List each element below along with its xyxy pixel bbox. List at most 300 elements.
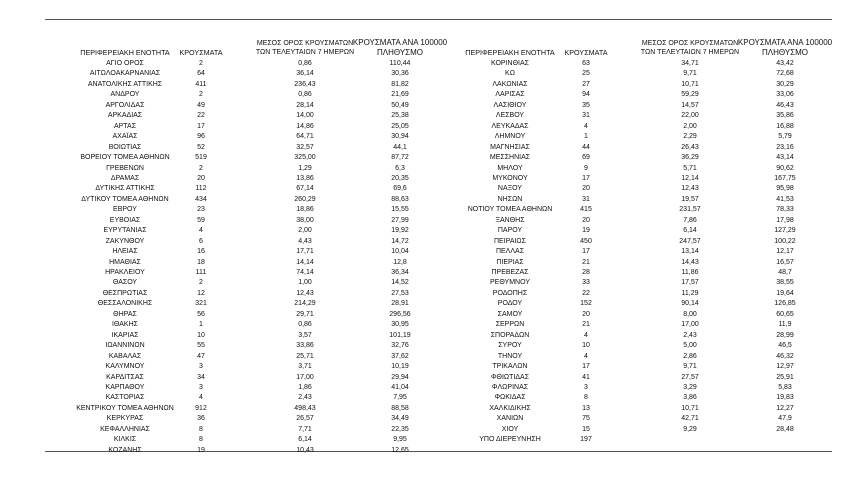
cell-avg7: 36,29: [681, 154, 699, 162]
cell-cases: 49: [197, 101, 205, 109]
cell-per100k: 127,29: [774, 227, 796, 235]
cell-cases: 55: [197, 342, 205, 350]
cell-cases: 9: [584, 164, 588, 172]
cell-cases: 59: [197, 216, 205, 224]
cell-per100k: 46,43: [776, 101, 794, 109]
cell-cases: 4: [199, 227, 203, 235]
cell-region: ΡΟΔΟΥ: [497, 300, 523, 308]
cell-per100k: 30,29: [776, 80, 794, 88]
cell-per100k: 28,99: [776, 331, 794, 339]
cell-region: ΖΑΚΥΝΘΟΥ: [105, 237, 145, 245]
cell-per100k: 16,57: [776, 258, 794, 266]
cell-region: ΔΡΑΜΑΣ: [110, 174, 140, 182]
cell-region: ΦΘΙΩΤΙΔΑΣ: [490, 373, 530, 381]
cell-avg7: 231,57: [679, 206, 701, 214]
cell-cases: 64: [197, 70, 205, 78]
cell-per100k: 5,79: [778, 133, 792, 141]
cell-avg7: 11,29: [681, 289, 699, 297]
cell-cases: 96: [197, 133, 205, 141]
cell-avg7: 18,86: [296, 206, 314, 214]
cell-per100k: 100,22: [774, 237, 796, 245]
cell-avg7: 12,43: [681, 185, 699, 193]
cell-region: ΙΚΑΡΙΑΣ: [111, 331, 139, 339]
cell-per100k: 12,8: [393, 258, 407, 266]
cell-region: ΘΕΣΣΑΛΟΝΙΚΗΣ: [97, 300, 153, 308]
cell-cases: 17: [197, 122, 205, 130]
cell-region: ΘΑΣΟΥ: [112, 279, 138, 287]
cell-per100k: 15,55: [391, 206, 409, 214]
cell-per100k: 78,33: [776, 206, 794, 214]
cell-per100k: 11,9: [778, 321, 792, 329]
cell-avg7: 325,00: [294, 154, 316, 162]
cell-per100k: 43,14: [776, 154, 794, 162]
cell-avg7: 17,57: [681, 279, 699, 287]
cell-region: ΞΑΝΘΗΣ: [495, 216, 525, 224]
cell-cases: 434: [195, 195, 207, 203]
cell-per100k: 29,94: [391, 373, 409, 381]
cell-region: ΝΗΣΩΝ: [497, 195, 523, 203]
cell-cases: 20: [582, 185, 590, 193]
cell-cases: 112: [195, 185, 207, 193]
cell-cases: 25: [582, 70, 590, 78]
cell-per100k: 28,48: [776, 425, 794, 433]
cell-region: ΚΑΡΠΑΘΟΥ: [105, 383, 145, 391]
cell-cases: 16: [197, 248, 205, 256]
cell-avg7: 11,86: [681, 269, 699, 276]
cell-avg7: 2,00: [683, 122, 697, 130]
cell-avg7: 236,43: [294, 80, 316, 88]
cell-region: ΛΑΡΙΣΑΣ: [495, 91, 525, 99]
cell-region: ΜΕΣΣΗΝΙΑΣ: [489, 154, 531, 162]
cell-avg7: 2,86: [683, 352, 697, 360]
cell-per100k: 19,92: [391, 227, 409, 235]
header-cases-right: ΚΡΟΥΣΜΑΤΑ: [564, 48, 608, 57]
cell-per100k: 7,95: [393, 394, 407, 402]
cell-region: ΚΑΡΔΙΤΣΑΣ: [106, 373, 144, 381]
cell-per100k: 41,04: [391, 383, 409, 391]
cell-cases: 4: [584, 331, 588, 339]
cell-region: ΡΟΔΟΠΗΣ: [492, 289, 528, 297]
cell-region: ΛΕΥΚΑΔΑΣ: [491, 122, 529, 130]
cell-cases: 15: [582, 425, 590, 433]
cell-avg7: 0,86: [298, 60, 312, 67]
cell-avg7: 14,00: [296, 112, 314, 120]
cell-cases: 8: [199, 425, 203, 433]
cell-cases: 411: [195, 80, 207, 88]
cell-cases: 56: [197, 310, 205, 318]
cell-avg7: 74,14: [296, 269, 314, 276]
cell-per100k: 46,5: [778, 342, 792, 350]
cell-region: ΛΕΣΒΟΥ: [495, 112, 525, 120]
cell-avg7: 26,57: [296, 415, 314, 423]
cell-avg7: 10,43: [296, 446, 314, 454]
cell-region: ΧΑΛΚΙΔΙΚΗΣ: [489, 404, 531, 412]
cell-per100k: 44,1: [393, 143, 407, 151]
cell-region: ΔΥΤΙΚΟΥ ΤΟΜΕΑ ΑΘΗΝΩΝ: [81, 195, 169, 203]
cell-region: ΙΘΑΚΗΣ: [112, 321, 138, 329]
cell-region: ΤΗΝΟΥ: [497, 352, 523, 360]
header-per100k-line2: ΠΛΗΘΥΣΜΟ: [376, 48, 424, 57]
cell-region: ΣΕΡΡΩΝ: [495, 321, 525, 329]
cell-avg7: 4,43: [298, 237, 312, 245]
cell-avg7: 22,00: [681, 112, 699, 120]
cell-region: ΣΑΜΟΥ: [497, 310, 523, 318]
cell-region: ΔΥΤΙΚΗΣ ΑΤΤΙΚΗΣ: [95, 185, 155, 193]
cell-avg7: 9,71: [683, 70, 697, 78]
cell-per100k: 23,16: [776, 143, 794, 151]
cell-per100k: 14,72: [391, 237, 409, 245]
cell-per100k: 10,04: [391, 248, 409, 256]
cell-per100k: 50,49: [391, 101, 409, 109]
cell-avg7: 64,71: [296, 133, 314, 141]
cell-cases: 27: [582, 80, 590, 88]
cell-region: ΗΜΑΘΙΑΣ: [109, 258, 141, 266]
cell-region: ΒΟΙΩΤΙΑΣ: [108, 143, 142, 151]
cell-cases: 20: [197, 174, 205, 182]
cell-region: ΣΠΟΡΑΔΩΝ: [490, 331, 530, 339]
cell-region: ΜΥΚΟΝΟΥ: [492, 174, 528, 182]
cell-region: ΠΕΛΛΑΣ: [495, 248, 525, 256]
cell-avg7: 5,00: [683, 342, 697, 350]
cell-region: ΑΝΑΤΟΛΙΚΗΣ ΑΤΤΙΚΗΣ: [87, 80, 163, 88]
cell-per100k: 30,94: [391, 133, 409, 141]
cell-avg7: 2,43: [298, 394, 312, 402]
cell-per100k: 95,98: [776, 185, 794, 193]
cell-region: ΛΗΜΝΟΥ: [494, 133, 526, 141]
cell-per100k: 38,55: [776, 279, 794, 287]
cell-cases: 12: [197, 289, 205, 297]
cell-cases: 52: [197, 143, 205, 151]
cell-per100k: 101,19: [389, 331, 411, 339]
cell-avg7: 9,29: [683, 425, 697, 433]
cell-region: ΘΗΡΑΣ: [113, 310, 137, 318]
cell-per100k: 32,76: [391, 342, 409, 350]
cell-region: ΚΙΛΚΙΣ: [113, 436, 137, 444]
cell-cases: 94: [582, 91, 590, 99]
cell-avg7: 2,29: [683, 133, 697, 141]
cell-region: ΚΑΒΑΛΑΣ: [108, 352, 142, 360]
cell-per100k: 60,65: [776, 310, 794, 318]
cell-avg7: 9,71: [683, 363, 697, 371]
cell-cases: 41: [582, 373, 590, 381]
cell-avg7: 0,86: [298, 91, 312, 99]
cell-avg7: 12,14: [681, 174, 699, 182]
cell-per100k: 16,88: [776, 122, 794, 130]
cell-region: ΧΙΟΥ: [501, 425, 519, 433]
cell-avg7: 3,57: [298, 331, 312, 339]
cell-avg7: 67,14: [296, 185, 314, 193]
cell-per100k: 20,35: [391, 174, 409, 182]
cell-avg7: 0,86: [298, 321, 312, 329]
cell-avg7: 14,86: [296, 122, 314, 130]
header-cases: ΚΡΟΥΣΜΑΤΑ: [179, 48, 223, 57]
cell-region: ΑΡΤΑΣ: [113, 122, 137, 130]
cell-cases: 1: [584, 133, 588, 141]
cell-per100k: 19,64: [776, 289, 794, 297]
cell-cases: 44: [582, 143, 590, 151]
cell-avg7: 3,71: [298, 363, 312, 371]
cell-cases: 2: [199, 60, 203, 67]
cell-per100k: 48,7: [778, 269, 792, 276]
cell-avg7: 6,14: [298, 436, 312, 444]
cell-per100k: 22,35: [391, 425, 409, 433]
cell-region: ΣΥΡΟΥ: [498, 342, 522, 350]
cell-avg7: 13,14: [681, 248, 699, 256]
cell-avg7: 1,00: [298, 279, 312, 287]
cell-region: ΚΩ: [505, 70, 515, 78]
cell-region: ΦΩΚΙΔΑΣ: [494, 394, 526, 402]
cell-avg7: 90,14: [681, 300, 699, 308]
cell-cases: 2: [199, 91, 203, 99]
cell-avg7: 8,00: [683, 310, 697, 318]
cell-region: ΜΑΓΝΗΣΙΑΣ: [490, 143, 530, 151]
cell-cases: 3: [199, 363, 203, 371]
cell-region: ΚΟΖΑΝΗΣ: [108, 446, 142, 454]
cell-cases: 3: [584, 383, 588, 391]
cell-cases: 2: [199, 164, 203, 172]
cell-region: ΑΓΙΟ ΟΡΟΣ: [106, 60, 144, 67]
cell-per100k: 21,69: [391, 91, 409, 99]
cell-avg7: 17,00: [681, 321, 699, 329]
cell-avg7: 7,86: [683, 216, 697, 224]
cell-region: ΠΙΕΡΙΑΣ: [496, 258, 524, 266]
cell-avg7: 19,57: [681, 195, 699, 203]
cell-cases: 17: [582, 174, 590, 182]
cell-per100k: 25,05: [391, 122, 409, 130]
cell-avg7: 3,86: [683, 394, 697, 402]
header-region-right: ΠΕΡΙΦΕΡΕΙΑΚΗ ΕΝΟΤΗΤΑ: [465, 48, 555, 57]
cell-per100k: 30,95: [391, 321, 409, 329]
cell-region: ΑΡΚΑΔΙΑΣ: [107, 112, 143, 120]
header-avg7-line1: ΜΕΣΟΣ ΟΡΟΣ ΚΡΟΥΣΜΑΤΩΝ: [256, 40, 354, 47]
cell-cases: 20: [582, 310, 590, 318]
cell-per100k: 25,91: [776, 373, 794, 381]
cell-per100k: 10,19: [391, 363, 409, 371]
cell-cases: 4: [584, 352, 588, 360]
cell-per100k: 28,91: [391, 300, 409, 308]
cell-avg7: 10,71: [681, 80, 699, 88]
cell-avg7: 25,71: [296, 352, 314, 360]
cell-per100k: 46,32: [776, 352, 794, 360]
cell-cases: 321: [195, 300, 207, 308]
cell-per100k: 34,49: [391, 415, 409, 423]
cell-region: ΒΟΡΕΙΟΥ ΤΟΜΕΑ ΑΘΗΝΩΝ: [80, 154, 170, 162]
cell-per100k: 296,56: [389, 310, 411, 318]
cell-avg7: 17,00: [296, 373, 314, 381]
cell-per100k: 27,99: [391, 216, 409, 224]
cell-avg7: 12,43: [296, 289, 314, 297]
cell-cases: 4: [199, 394, 203, 402]
cell-cases: 22: [582, 289, 590, 297]
cell-per100k: 43,42: [776, 60, 794, 67]
cell-region: ΚΕΝΤΡΙΚΟΥ ΤΟΜΕΑ ΑΘΗΝΩΝ: [76, 404, 174, 412]
cell-cases: 75: [582, 415, 590, 423]
cell-avg7: 498,43: [294, 404, 316, 412]
cell-per100k: 37,62: [391, 352, 409, 360]
cell-avg7: 7,71: [298, 425, 312, 433]
cell-cases: 912: [195, 404, 207, 412]
cell-cases: 23: [197, 206, 205, 214]
cell-region: ΤΡΙΚΑΛΩΝ: [492, 363, 528, 371]
cell-cases: 47: [197, 352, 205, 360]
cell-per100k: 110,44: [389, 60, 411, 67]
cell-per100k: 19,83: [776, 394, 794, 402]
cell-cases: 34: [197, 373, 205, 381]
cell-avg7: 247,57: [679, 237, 701, 245]
cell-avg7: 42,71: [681, 415, 699, 423]
cell-region: ΛΑΚΩΝΙΑΣ: [492, 80, 528, 88]
cell-per100k: 41,53: [776, 195, 794, 203]
cell-cases: 152: [580, 300, 592, 308]
cell-cases: 450: [580, 237, 592, 245]
cell-region: ΚΟΡΙΝΘΙΑΣ: [491, 60, 529, 67]
cell-cases: 519: [195, 154, 207, 162]
cell-region: ΚΕΦΑΛΛΗΝΙΑΣ: [100, 425, 150, 433]
cell-avg7: 32,57: [296, 143, 314, 151]
cell-cases: 21: [582, 321, 590, 329]
cell-per100k: 88,63: [391, 195, 409, 203]
top-rule: [45, 19, 832, 20]
cell-cases: 6: [199, 237, 203, 245]
cell-cases: 22: [197, 112, 205, 120]
cell-region: ΠΕΙΡΑΙΩΣ: [494, 237, 526, 245]
cell-avg7: 1,29: [298, 164, 312, 172]
cell-cases: 197: [580, 436, 592, 444]
header-avg7-line1-right: ΜΕΣΟΣ ΟΡΟΣ ΚΡΟΥΣΜΑΤΩΝ: [641, 40, 739, 47]
cell-avg7: 29,71: [296, 310, 314, 318]
cell-avg7: 6,14: [683, 227, 697, 235]
cell-cases: 63: [582, 60, 590, 67]
cell-region: ΥΠΟ ΔΙΕΡΕΥΝΗΣΗ: [479, 436, 541, 444]
cell-region: ΑΝΔΡΟΥ: [110, 91, 140, 99]
cell-per100k: 72,68: [776, 70, 794, 78]
cell-avg7: 34,71: [681, 60, 699, 67]
cell-per100k: 5,83: [778, 383, 792, 391]
cell-per100k: 47,9: [778, 415, 792, 423]
cell-cases: 111: [195, 269, 207, 276]
cell-cases: 1: [199, 321, 203, 329]
cell-avg7: 260,29: [294, 195, 316, 203]
cell-avg7: 2,43: [683, 331, 697, 339]
cell-cases: 10: [582, 342, 590, 350]
header-per100k-line1: ΚΡΟΥΣΜΑΤΑ ΑΝΑ 100000: [352, 38, 448, 47]
cell-region: ΑΡΓΟΛΙΔΑΣ: [105, 101, 145, 109]
cell-cases: 13: [582, 404, 590, 412]
cell-cases: 69: [582, 154, 590, 162]
cell-per100k: 27,53: [391, 289, 409, 297]
cell-per100k: 33,06: [776, 91, 794, 99]
cell-avg7: 26,43: [681, 143, 699, 151]
cell-region: ΛΑΣΙΘΙΟΥ: [493, 101, 527, 109]
cell-cases: 28: [582, 269, 590, 276]
cell-region: ΕΥΡΥΤΑΝΙΑΣ: [103, 227, 147, 235]
cell-region: ΚΑΛΥΜΝΟΥ: [105, 363, 145, 371]
cell-region: ΧΑΝΙΩΝ: [496, 415, 524, 423]
cell-per100k: 9,95: [393, 436, 407, 444]
cell-avg7: 33,86: [296, 342, 314, 350]
cell-per100k: 30,36: [391, 70, 409, 78]
header-region: ΠΕΡΙΦΕΡΕΙΑΚΗ ΕΝΟΤΗΤΑ: [80, 48, 170, 57]
cell-avg7: 17,71: [296, 248, 314, 256]
cell-per100k: 69,6: [393, 185, 407, 193]
cell-cases: 31: [582, 112, 590, 120]
cell-region: ΠΡΕΒΕΖΑΣ: [491, 269, 529, 276]
cell-cases: 10: [197, 331, 205, 339]
cell-avg7: 1,86: [298, 383, 312, 391]
cell-region: ΗΡΑΚΛΕΙΟΥ: [105, 269, 145, 276]
cell-region: ΘΕΣΠΡΩΤΙΑΣ: [102, 289, 148, 297]
cell-avg7: 214,29: [294, 300, 316, 308]
header-per100k-line1-right: ΚΡΟΥΣΜΑΤΑ ΑΝΑ 100000: [737, 38, 833, 47]
cell-per100k: 167,75: [774, 174, 796, 182]
cell-per100k: 126,85: [774, 300, 796, 308]
cell-region: ΓΡΕΒΕΝΩΝ: [106, 164, 144, 172]
cell-cases: 2: [199, 279, 203, 287]
cell-per100k: 88,58: [391, 404, 409, 412]
cell-per100k: 12,27: [776, 404, 794, 412]
cell-avg7: 27,57: [681, 373, 699, 381]
cell-cases: 17: [582, 363, 590, 371]
cell-cases: 18: [197, 258, 205, 266]
cell-region: ΡΕΘΥΜΝΟΥ: [489, 279, 530, 287]
cell-cases: 4: [584, 122, 588, 130]
cell-cases: 20: [582, 216, 590, 224]
cell-cases: 35: [582, 101, 590, 109]
cell-per100k: 17,98: [776, 216, 794, 224]
cell-avg7: 3,29: [683, 383, 697, 391]
cell-cases: 19: [582, 227, 590, 235]
cell-cases: 8: [199, 436, 203, 444]
cell-avg7: 5,71: [683, 164, 697, 172]
cell-region: ΑΙΤΩΛΟΑΚΑΡΝΑΝΙΑΣ: [89, 70, 161, 78]
cell-region: ΕΒΡΟΥ: [113, 206, 137, 214]
cell-cases: 21: [582, 258, 590, 266]
cell-cases: 3: [199, 383, 203, 391]
cell-region: ΝΟΤΙΟΥ ΤΟΜΕΑ ΑΘΗΝΩΝ: [467, 206, 553, 214]
cell-region: ΦΛΩΡΙΝΑΣ: [491, 383, 529, 391]
cell-region: ΗΛΕΙΑΣ: [112, 248, 138, 256]
header-per100k-line2-right: ΠΛΗΘΥΣΜΟ: [761, 48, 809, 57]
cell-cases: 19: [197, 446, 205, 454]
cell-cases: 31: [582, 195, 590, 203]
cell-cases: 8: [584, 394, 588, 402]
cell-per100k: 81,82: [391, 80, 409, 88]
cell-per100k: 6,3: [395, 164, 405, 172]
cell-per100k: 12,17: [776, 248, 794, 256]
cell-per100k: 12,97: [776, 363, 794, 371]
cell-avg7: 36,14: [296, 70, 314, 78]
cell-avg7: 38,00: [296, 216, 314, 224]
cell-avg7: 2,00: [298, 227, 312, 235]
cell-cases: 33: [582, 279, 590, 287]
cell-avg7: 14,14: [296, 258, 314, 266]
cell-avg7: 14,43: [681, 258, 699, 266]
cell-region: ΕΥΒΟΙΑΣ: [109, 216, 141, 224]
cell-avg7: 59,29: [681, 91, 699, 99]
cell-region: ΝΑΞΟΥ: [497, 185, 523, 193]
cell-region: ΙΩΑΝΝΙΝΩΝ: [105, 342, 145, 350]
cell-region: ΜΗΛΟΥ: [497, 164, 523, 172]
cell-region: ΚΑΣΤΟΡΙΑΣ: [105, 394, 145, 402]
cell-cases: 17: [582, 248, 590, 256]
cell-per100k: 14,52: [391, 279, 409, 287]
cell-avg7: 14,57: [681, 101, 699, 109]
cell-per100k: 12,65: [391, 446, 409, 454]
cell-avg7: 13,86: [296, 174, 314, 182]
cell-per100k: 36,34: [391, 269, 409, 276]
cell-per100k: 25,38: [391, 112, 409, 120]
cell-per100k: 87,72: [391, 154, 409, 162]
